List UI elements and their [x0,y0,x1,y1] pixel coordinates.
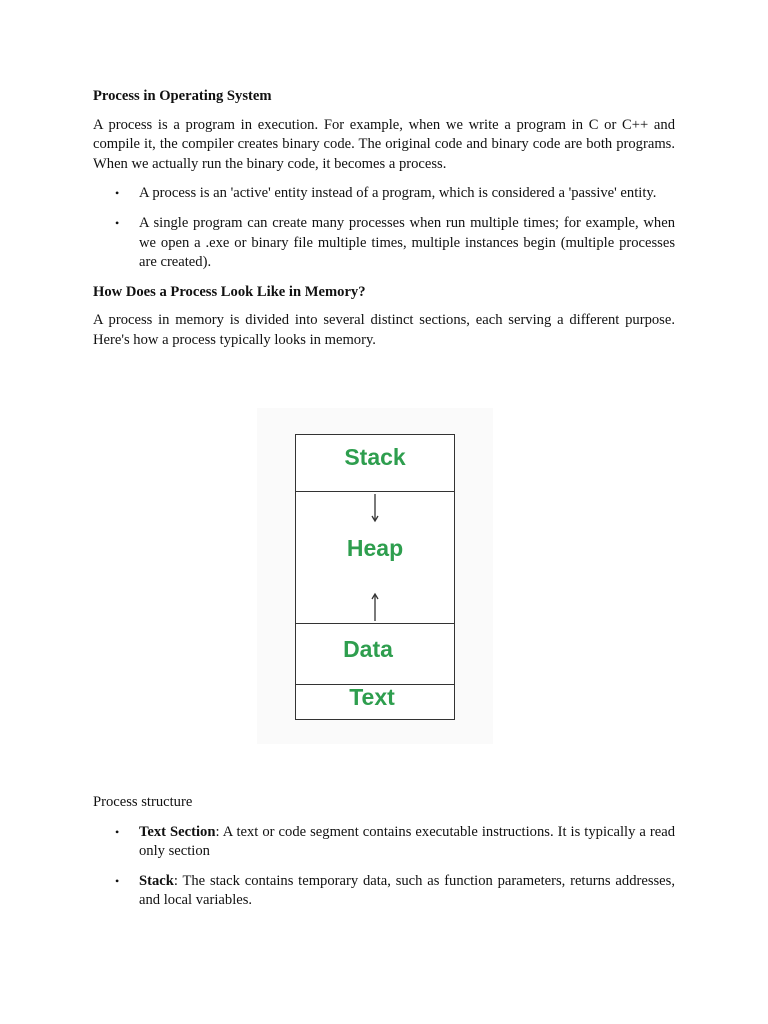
stack-segment-label: Stack [344,444,406,470]
stack-term: Stack [139,872,174,889]
down-arrow-icon [370,492,380,524]
process-bullet-list [93,184,675,272]
text-segment-label: Text [349,684,395,710]
list-item [93,184,675,204]
bullet-icon: • [115,824,120,839]
heap-divider [296,623,454,624]
bullet-text: A process is an 'active' entity instead of a program, which is considered a 'passive' entity. [139,185,657,202]
stack-description: : The stack contains temporary data, such as function parameters, returns addresses, and local variables. [139,872,675,909]
section-title-process: Process in Operating System [93,88,272,104]
process-memory-diagram [257,408,493,744]
document-body [93,87,675,351]
text-section-description: : A text or code segment contains executable instructions. It is typically a read only section [139,823,675,860]
bullet-text: A single program can create many processes when run multiple times; for example, when we open a .exe or binary file multiple times, multiple instances begin (multiple processes are created). [139,214,675,271]
up-arrow-icon [370,591,380,623]
text-section-term: Text Section [139,823,216,840]
bullet-icon: • [115,215,120,230]
memory-layout-box [295,434,455,720]
bullet-icon: • [115,186,120,201]
structure-bullet-list [93,823,675,911]
process-structure-caption: Process structure [93,794,193,810]
list-item [93,872,675,911]
memory-intro-paragraph: A process in memory is divided into several distinct sections, each serving a different purpose. Here's how a process typically looks in memory. [93,312,675,348]
heap-segment-label: Heap [346,535,404,561]
list-item [93,214,675,273]
process-intro-paragraph: A process is a program in execution. For example, when we write a program in C or C++ and compile it, the compiler creates binary code. The original code and binary code are both programs. When we actually run the binary code, it becomes a process. [93,116,675,172]
bullet-icon: • [115,873,120,888]
data-segment-label: Data [343,636,393,662]
process-structure-section [93,793,675,911]
list-item [93,823,675,862]
section-title-memory: How Does a Process Look Like in Memory? [93,283,366,300]
